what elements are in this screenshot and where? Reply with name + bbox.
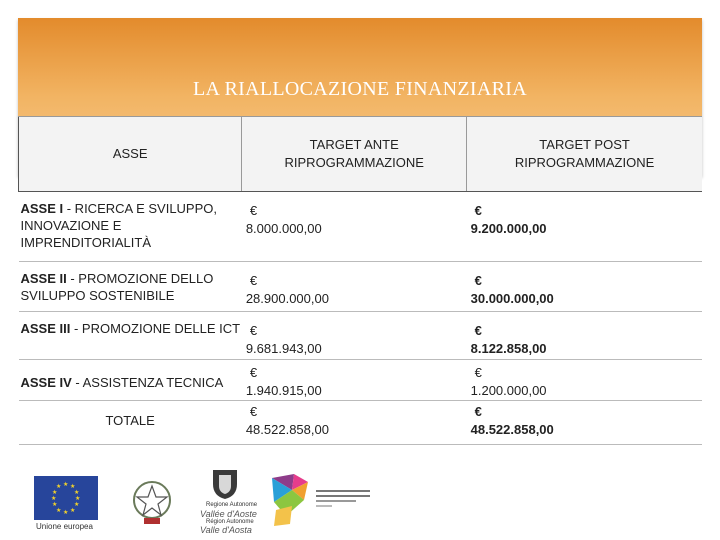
svg-text:★: ★ [56,483,62,490]
table-row [19,192,703,262]
header-target-post: TARGET POST RIPROGRAMMAZIONE [467,117,702,192]
row-asse-desc: ASSE III - PROMOZIONE DELLE ICT [19,312,242,360]
svg-text:★: ★ [75,495,81,502]
row-asse-desc: ASSE I - RICERCA E SVILUPPO, INNOVAZIONE E IMPRENDITORIALITÀ [19,192,242,262]
table-row [19,262,703,312]
svg-text:★: ★ [52,501,58,508]
region-label-3: Région Autonome [206,519,254,525]
svg-text:★: ★ [63,481,69,488]
svg-text:★: ★ [52,489,58,496]
table-header-row [19,117,703,192]
row-target-post: € 30.000.000,00 [467,262,702,312]
total-post: € 48.522.858,00 [467,401,702,445]
row-target-ante: € 9.681.943,00 [242,312,467,360]
row-asse-desc: ASSE IV - ASSISTENZA TECNICA [19,360,242,401]
row-target-ante: € 8.000.000,00 [242,192,467,262]
row-target-ante: € 1.940.915,00 [242,360,467,401]
italy-emblem-logo [130,478,174,531]
svg-text:★: ★ [74,501,80,508]
svg-text:★: ★ [70,507,76,514]
region-label-2: Vallée d'Aoste [200,509,257,519]
table-row [19,360,703,401]
eu-flag-logo [34,476,98,520]
header-asse: ASSE [19,117,242,192]
row-target-post: € 9.200.000,00 [467,192,702,262]
aosta-region-logo [204,468,246,505]
table-total-row [19,401,703,445]
reallocation-table [18,116,702,445]
logos-footer [0,468,720,540]
svg-text:★: ★ [56,507,62,514]
svg-text:★: ★ [70,483,76,490]
svg-text:★: ★ [63,509,69,516]
fesr-logo [264,472,314,537]
total-ante: € 48.522.858,00 [242,401,467,445]
page-title: LA RIALLOCAZIONE FINANZIARIA [193,78,527,100]
table-row [19,312,703,360]
svg-text:★: ★ [51,495,57,502]
program-text-logo [316,488,372,517]
total-label: TOTALE [19,401,242,445]
region-label-4: Valle d'Aosta [200,525,252,535]
row-target-post: € 8.122.858,00 [467,312,702,360]
row-asse-desc: ASSE II - PROMOZIONE DELLO SVILUPPO SOSTENIBILE [19,262,242,312]
region-label-1: Regione Autonome [206,502,258,508]
row-target-post: € 1.200.000,00 [467,360,702,401]
row-target-ante: € 28.900.000,00 [242,262,467,312]
eu-label: Unione europea [36,522,93,531]
svg-text:★: ★ [74,489,80,496]
header-target-ante: TARGET ANTE RIPROGRAMMAZIONE [242,117,467,192]
eu-stars-icon [34,476,98,520]
